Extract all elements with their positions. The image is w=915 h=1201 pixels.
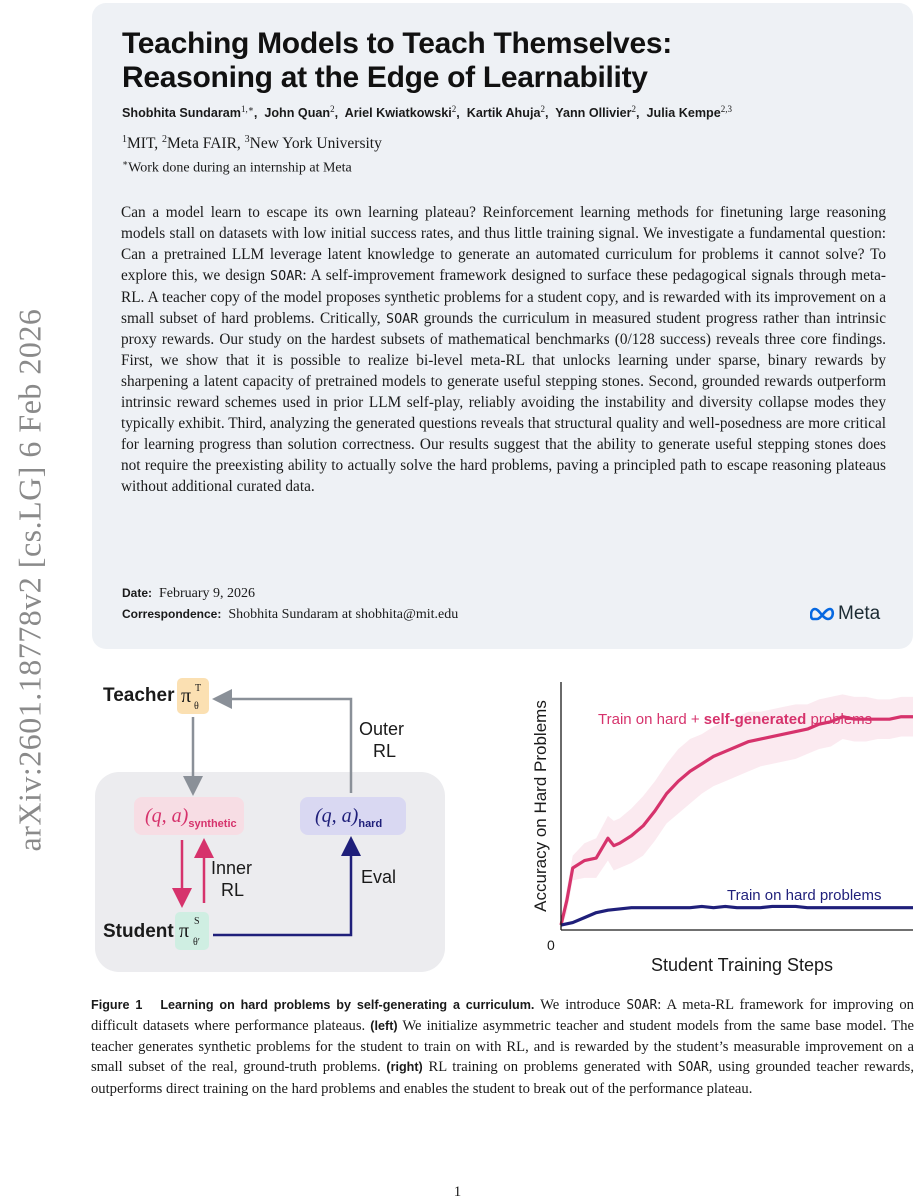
correspondence-row [122, 604, 458, 625]
page-number: 1 [453, 1184, 462, 1200]
affil-sup: 2 [162, 134, 168, 145]
series-label-tail: problems [806, 711, 873, 728]
series-label-self-generated [598, 711, 872, 728]
student-sub: θ′ [193, 937, 200, 948]
author-name: Shobhita Sundaram [122, 106, 241, 121]
synthetic-qa: (q, $a)_{synthetic}$ [145, 805, 237, 830]
teacher-sub: θ [194, 701, 199, 712]
abstract-part-2: : A self-improvement framework designed to surface these pedagogical signals through meta-RL. A teacher copy of the model proposes synthetic problems for a student copy, and is rewarded with its improvement on a small subset of hard problems. Critically, [121, 266, 886, 327]
hard-subscript: hard [358, 818, 383, 830]
inner-rl-label-1: Inner [211, 858, 253, 878]
date-value: February 9, 2026 [159, 586, 256, 601]
series-line-1 [561, 906, 913, 925]
correspondence-label: Correspondence: [122, 607, 222, 621]
date-label: Date: [122, 586, 153, 600]
a-symbol: a [341, 805, 352, 827]
affil-name: New York University [249, 135, 382, 153]
meta-infinity-icon [810, 607, 836, 621]
author-sup: 2 [330, 104, 335, 114]
caption-text: RL training on problems generated with [422, 1059, 678, 1076]
figure-caption [91, 995, 914, 1099]
inner-rl-label-2: RL [221, 880, 245, 900]
meta-logo-text: Meta [838, 603, 881, 624]
paper-title [122, 27, 882, 95]
author-sup: 1,∗ [240, 104, 254, 114]
author-sup: 2 [451, 104, 457, 114]
soar-name: SOAR [270, 268, 303, 284]
affil-sup: 3 [244, 134, 250, 145]
figure-label: Figure 1 [91, 998, 143, 1012]
caption-text: , using grounded teacher rewards, outperforms direct training on the hard problems and enables the student to break out of the performance plateau. [91, 1059, 914, 1097]
author-name: Julia Kempe [646, 106, 721, 121]
figure-title: Learning on hard problems by self-generating a curriculum. [160, 998, 535, 1012]
author-name: Yann Ollivier [555, 106, 632, 121]
abstract-part-3: grounds the curriculum in measured student progress rather than intrinsic proxy rewards. Our study on the hardest subsets of mathematical benchmarks (0/128 success) reveals three core findings. First, we show that it is possible to realize bi-level meta-RL that unlocks learning under sparse, binary rewards by sharpening a latent capacity of pretrained models to generate useful stepping stones. Second, grounded rewards outperform intrinsic reward schemes used in prior LLM self-play, reliably avoiding the instability and diversity collapse modes they typically exhibit. Third, analyzing the generated questions reveals that structural quality and well-posedness are more critical for learning progress than solution correctness. Our results suggest that the ability to generate useful stepping stones does not require the preexisting ability to actually solve the hard problems, paving a principled path to escape reasoning plateaus without additional curated data. [121, 309, 886, 495]
student-label: Student [103, 921, 174, 942]
teacher-pi: π [181, 685, 192, 707]
title-line-2: Reasoning at the Edge of Learnability [122, 61, 648, 94]
author-sup: 2 [540, 104, 545, 114]
date-row [122, 583, 458, 604]
accuracy-chart [515, 678, 915, 980]
author-sup: 2 [631, 104, 637, 114]
author-list: Shobhita Sundaram$^{1,∗}$, John Quan$^2$, Ariel Kwiatkowski$^2$, Kartik Ahuja$^2$, Yann Ollivier$^2$, Julia Kempe$^{2,3}$ [122, 104, 732, 121]
a-symbol: a [171, 805, 182, 827]
author-sup: 2,3 [720, 104, 732, 114]
footnote-mark: ∗ [122, 158, 129, 168]
correspondence-value: Shobhita Sundaram at shobhita@mit.edu [228, 607, 459, 622]
footnote-text: Work done during an internship at Meta [128, 160, 352, 176]
outer-rl-label-2: RL [373, 741, 397, 761]
caption-text: : A meta-RL framework for improving on difficult datasets where performance plateaus. [91, 997, 914, 1035]
teacher-label: Teacher [103, 685, 175, 706]
q-symbol: q [321, 805, 332, 827]
author-name: Kartik Ahuja [466, 106, 541, 121]
meta-logo [810, 603, 880, 625]
right-tag: (right) [386, 1060, 423, 1075]
eval-label: Eval [361, 867, 397, 887]
y-tick-zero: 0 [547, 937, 555, 953]
affil-sup: 1 [122, 134, 127, 145]
caption-text: We introduce [534, 997, 627, 1013]
left-tag: (left) [370, 1019, 398, 1034]
teacher-sup: T [195, 683, 202, 694]
paper-meta [122, 583, 458, 625]
abstract-part-1: Can a model learn to escape its own learning plateau? Reinforcement learning methods for finetuning large reasoning models stall on datasets with low initial success rates, and thus little training signal. We investigate a fundamental question: Can a pretrained LLM leverage latent knowledge to generate an automated curriculum for problems it cannot solve? To explore this, we design [121, 204, 886, 284]
caption-text: We initialize asymmetric teacher and student models from the same base model. The teacher generates synthetic problems for the student to train on with RL, and is rewarded by the student’s measurable improvement on a small subset of the real, ground-truth problems. [91, 1018, 915, 1076]
x-axis-label: Student Training Steps [650, 955, 834, 975]
student-sup: S [194, 916, 200, 927]
soar-name: SOAR [626, 998, 658, 1013]
synthetic-subscript: synthetic [188, 818, 237, 830]
title-line-1: Teaching Models to Teach Themselves: [122, 27, 672, 60]
arxiv-id: arXiv:2601.18778v2 [cs.LG] 6 Feb 2026 [11, 308, 48, 852]
q-symbol: q [151, 805, 162, 827]
author-name: Ariel Kwiatkowski [344, 106, 452, 121]
y-axis-label: Accuracy on Hard Problems [531, 700, 550, 912]
soar-name: SOAR [385, 311, 419, 327]
series-label-plain: Train on hard + [598, 711, 704, 728]
author-name: John Quan [264, 106, 331, 121]
footnote [122, 158, 352, 177]
outer-rl-label-1: Outer [359, 719, 405, 739]
soar-name: SOAR [677, 1060, 709, 1076]
affil-name: Meta FAIR [167, 135, 237, 153]
abstract [121, 203, 886, 498]
series-label-bold: self-generated [703, 711, 807, 728]
series-label-hard: Train on hard problems [727, 887, 882, 904]
student-pi: π [179, 920, 190, 942]
affiliations: $^1$MIT, $^2$Meta FAIR, $^3$New York University [122, 134, 382, 153]
hard-qa: (q, $a)_{hard}$ [315, 805, 383, 830]
method-diagram [93, 675, 453, 980]
affil-name: MIT [127, 135, 155, 153]
